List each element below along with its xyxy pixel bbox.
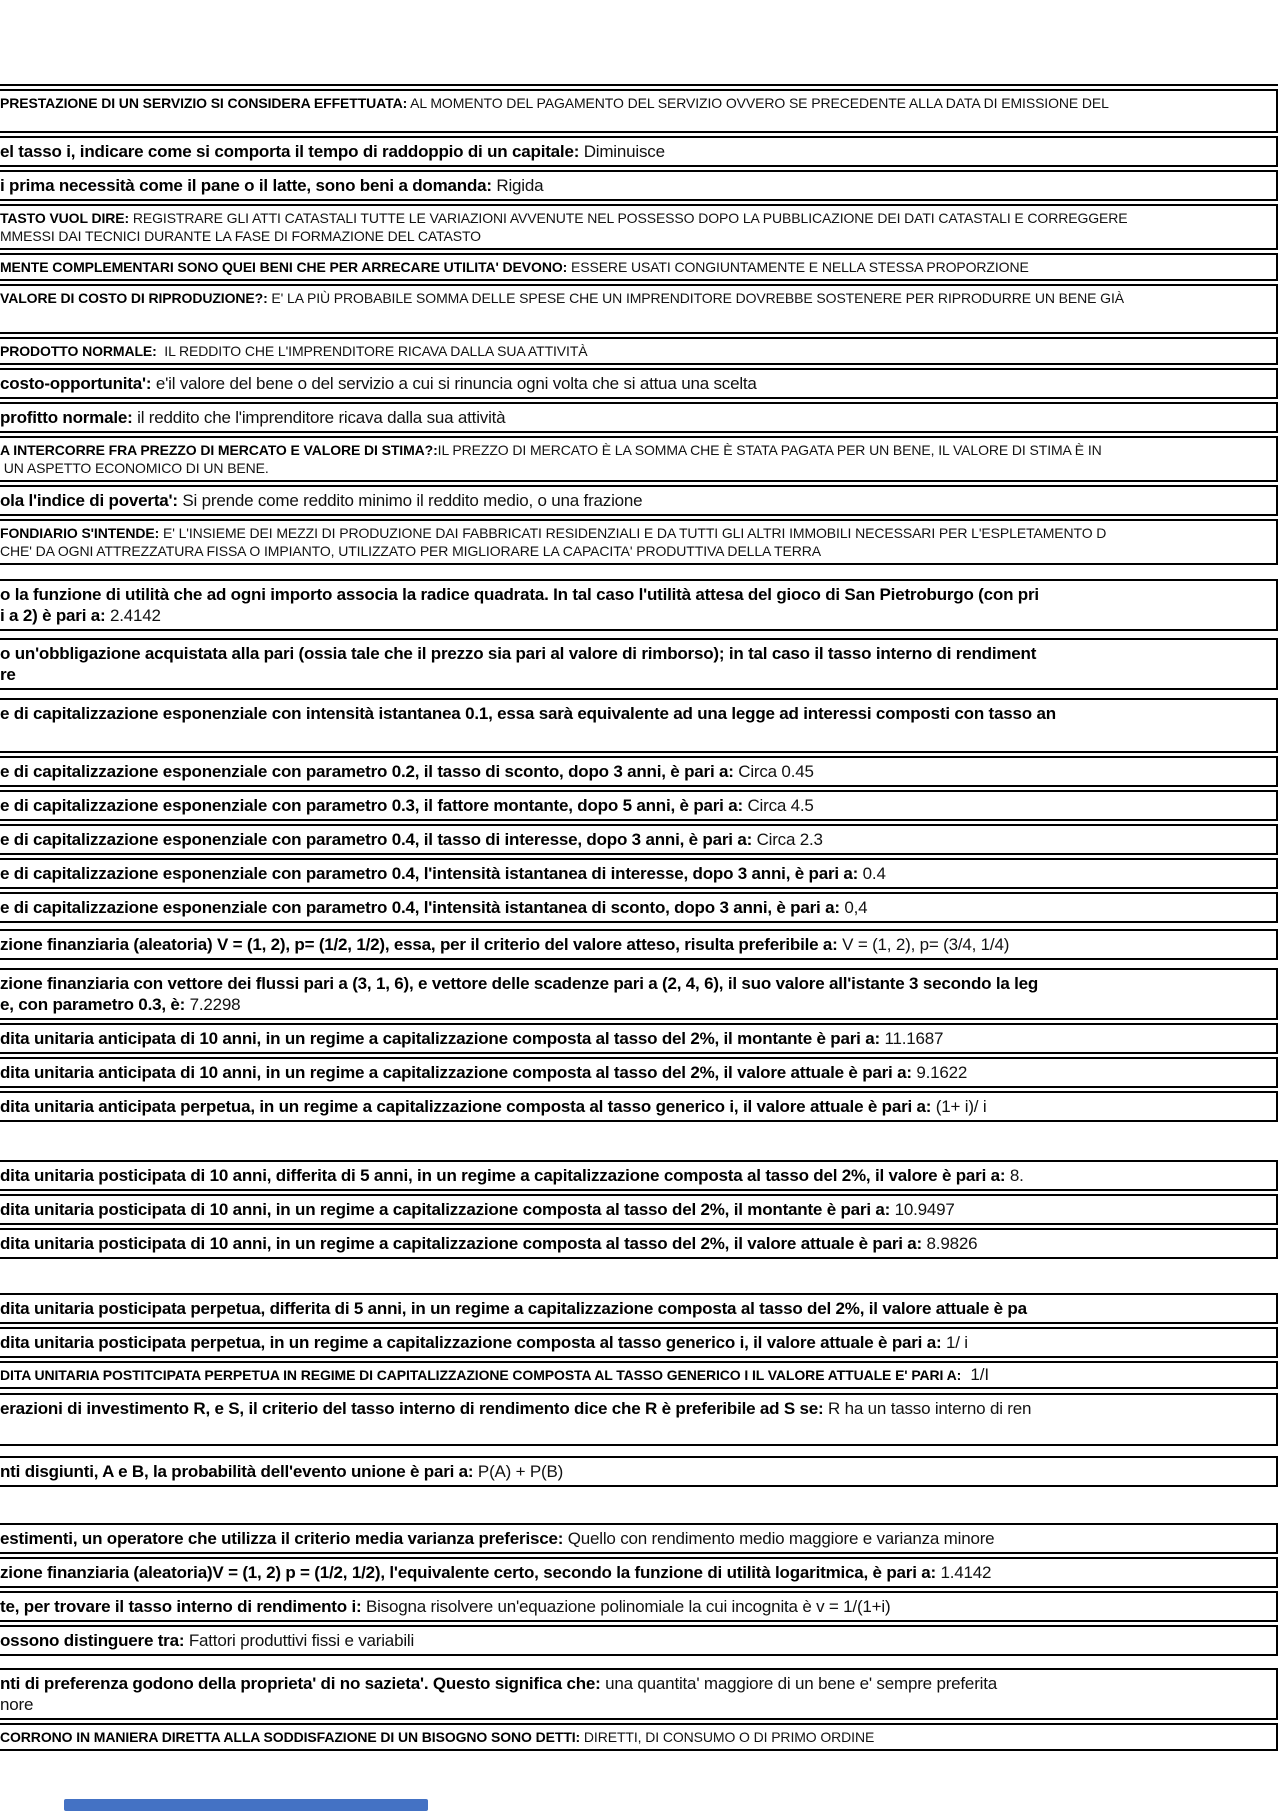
question-text: dita unitaria anticipata perpetua, in un regime a capitalizzazione composta al tasso generico i, il valore attuale è pari a: bbox=[0, 1097, 932, 1116]
question-text: dita unitaria posticipata di 10 anni, in un regime a capitalizzazione composta al tasso del 2%, il valore attuale è pari a: bbox=[0, 1234, 923, 1253]
question-text: estimenti, un operatore che utilizza il criterio media varianza preferisce: bbox=[0, 1529, 564, 1548]
qa-line bbox=[0, 1199, 1272, 1220]
answer-text: Rigida bbox=[491, 176, 544, 195]
answer-text: e'il valore del bene o del servizio a cui si rinuncia ogni volta che si attua una scelta bbox=[151, 374, 757, 393]
question-text: dita unitaria posticipata perpetua, in un regime a capitalizzazione composta al tasso generico i, il valore attuale è pari a: bbox=[0, 1333, 942, 1352]
qa-row bbox=[0, 1160, 1278, 1191]
qa-line bbox=[0, 1165, 1272, 1186]
answer-text: MMESSI DAI TECNICI DURANTE LA FASE DI FORMAZIONE DEL CATASTO bbox=[0, 228, 481, 244]
qa-row bbox=[0, 698, 1278, 753]
answer-text: R ha un tasso interno di ren bbox=[823, 1399, 1032, 1418]
qa-row bbox=[0, 1393, 1278, 1446]
question-text: CORRONO IN MANIERA DIRETTA ALLA SODDISFAZIONE DI UN BISOGNO SONO DETTI: bbox=[0, 1729, 581, 1745]
qa-row bbox=[0, 89, 1278, 133]
question-text: e, con parametro 0.3, è: bbox=[0, 995, 186, 1014]
qa-line bbox=[0, 542, 1272, 560]
answer-text: il reddito che l'imprenditore ricava dalla sua attività bbox=[132, 408, 506, 427]
qa-line bbox=[0, 605, 1272, 626]
qa-row bbox=[0, 402, 1278, 433]
qa-line bbox=[0, 1028, 1272, 1049]
qa-line bbox=[0, 1398, 1272, 1419]
qa-line bbox=[0, 973, 1272, 994]
qa-line bbox=[0, 1694, 1272, 1715]
qa-line bbox=[0, 1728, 1272, 1746]
qa-line bbox=[0, 227, 1272, 245]
qa-row bbox=[0, 1668, 1278, 1720]
question-text: TASTO VUOL DIRE: bbox=[0, 210, 130, 226]
qa-row bbox=[0, 1293, 1278, 1324]
qa-line bbox=[0, 934, 1272, 955]
qa-row bbox=[0, 824, 1278, 855]
qa-row bbox=[0, 1023, 1278, 1054]
answer-text: Si prende come reddito minimo il reddito medio, o una frazione bbox=[177, 491, 643, 510]
qa-line bbox=[0, 1673, 1272, 1694]
qa-row bbox=[0, 368, 1278, 399]
question-text: profitto normale: bbox=[0, 408, 133, 427]
answer-text: 11.1687 bbox=[879, 1029, 944, 1048]
answer-text: UN ASPETTO ECONOMICO DI UN BENE. bbox=[0, 460, 269, 476]
qa-row bbox=[0, 1591, 1278, 1622]
qa-row bbox=[0, 170, 1278, 201]
qa-line bbox=[0, 209, 1272, 227]
question-text: dita unitaria posticipata di 10 anni, differita di 5 anni, in un regime a capitalizzazione composta al tasso del 2%, il valore è pari a: bbox=[0, 1166, 1006, 1185]
qa-row bbox=[0, 253, 1278, 281]
question-text: zione finanziaria (aleatoria) V = (1, 2), p= (1/2, 1/2), essa, per il criterio del valore atteso, risulta preferibile a: bbox=[0, 935, 838, 954]
qa-line bbox=[0, 1461, 1272, 1482]
question-text: ola l'indice di poverta': bbox=[0, 491, 178, 510]
qa-rows bbox=[0, 89, 1280, 1751]
qa-line bbox=[0, 1233, 1272, 1254]
horizontal-scrollbar-thumb[interactable] bbox=[64, 1799, 428, 1811]
question-text: te, per trovare il tasso interno di rendimento i: bbox=[0, 1597, 362, 1616]
answer-text: ESSERE USATI CONGIUNTAMENTE E NELLA STESSA PROPORZIONE bbox=[567, 259, 1029, 275]
qa-line bbox=[0, 584, 1272, 605]
answer-text: 1/ i bbox=[941, 1333, 968, 1352]
qa-line bbox=[0, 994, 1272, 1015]
question-text: e di capitalizzazione esponenziale con parametro 0.3, il fattore montante, dopo 5 anni, è pari a: bbox=[0, 796, 743, 815]
question-text: i prima necessità come il pane o il latte, sono beni a domanda: bbox=[0, 176, 492, 195]
question-text: i a 2) è pari a: bbox=[0, 606, 106, 625]
qa-row bbox=[0, 1194, 1278, 1225]
answer-text: Bisogna risolvere un'equazione polinomiale la cui incognita è v = 1/(1+i) bbox=[361, 1597, 891, 1616]
answer-text: 0.4 bbox=[858, 864, 886, 883]
question-text: o la funzione di utilità che ad ogni importo associa la radice quadrata. In tal caso l'utilità attesa del gioco di San Pietroburgo (con pri bbox=[0, 585, 1039, 604]
qa-row bbox=[0, 1091, 1278, 1122]
qa-line bbox=[0, 258, 1272, 276]
qa-line bbox=[0, 761, 1272, 782]
qa-row bbox=[0, 1327, 1278, 1358]
qa-line bbox=[0, 1332, 1272, 1353]
qa-line bbox=[0, 459, 1272, 477]
qa-line bbox=[0, 829, 1272, 850]
answer-text: AL MOMENTO DEL PAGAMENTO DEL SERVIZIO OVVERO SE PRECEDENTE ALLA DATA DI EMISSIONE DEL bbox=[407, 95, 1109, 111]
question-text: DITA UNITARIA POSTITCIPATA PERPETUA IN REGIME DI CAPITALIZZAZIONE COMPOSTA AL TASSO GENERICO I IL VALORE ATTUALE E' PARI A: bbox=[0, 1367, 962, 1383]
question-text: zione finanziaria (aleatoria)V = (1, 2) p = (1/2, 1/2), l'equivalente certo, secondo la funzione di utilità logaritmica, è pari a: bbox=[0, 1563, 936, 1582]
qa-row bbox=[0, 1057, 1278, 1088]
answer-text: CHE' DA OGNI ATTREZZATURA FISSA O IMPIANTO, UTILIZZATO PER MIGLIORARE LA CAPACITA' PRODUTTIVA DELLA TERRA bbox=[0, 543, 822, 559]
qa-row bbox=[0, 485, 1278, 516]
question-text: nti disgiunti, A e B, la probabilità dell'evento unione è pari a: bbox=[0, 1462, 474, 1481]
qa-row bbox=[0, 337, 1278, 365]
qa-line bbox=[0, 1366, 1272, 1384]
qa-row bbox=[0, 638, 1278, 690]
qa-line bbox=[0, 643, 1272, 664]
qa-row bbox=[0, 1456, 1278, 1487]
question-text: o un'obbligazione acquistata alla pari (ossia tale che il prezzo sia pari al valore di rimborso); in tal caso il tasso interno di rendiment bbox=[0, 644, 1037, 663]
qa-row bbox=[0, 929, 1278, 960]
question-text: re bbox=[0, 665, 16, 684]
qa-line bbox=[0, 1630, 1272, 1651]
question-text: e di capitalizzazione esponenziale con parametro 0.4, l'intensità istantanea di interesse, dopo 3 anni, è pari a: bbox=[0, 864, 859, 883]
answer-text: DIRETTI, DI CONSUMO O DI PRIMO ORDINE bbox=[580, 1729, 875, 1745]
qa-line bbox=[0, 1096, 1272, 1117]
qa-row bbox=[0, 968, 1278, 1020]
qa-row bbox=[0, 519, 1278, 565]
qa-line bbox=[0, 342, 1272, 360]
answer-text: Quello con rendimento medio maggiore e varianza minore bbox=[563, 1529, 995, 1548]
answer-text: 1/I bbox=[961, 1366, 990, 1384]
qa-line bbox=[0, 1596, 1272, 1617]
answer-text: E' LA PIÙ PROBABILE SOMMA DELLE SPESE CHE UN IMPRENDITORE DOVREBBE SOSTENERE PER RIPRODURRE UN BENE GIÀ bbox=[267, 290, 1124, 306]
qa-row bbox=[0, 1723, 1278, 1751]
answer-text: E' L'INSIEME DEI MEZZI DI PRODUZIONE DAI FABBRICATI RESIDENZIALI E DA TUTTI GLI ALTRI IMMOBILI NECESSARI PER L'ESPLETAMENTO D bbox=[159, 525, 1107, 541]
question-text: PRESTAZIONE DI UN SERVIZIO SI CONSIDERA EFFETTUATA: bbox=[0, 95, 408, 111]
question-text: dita unitaria posticipata perpetua, differita di 5 anni, in un regime a capitalizzazione composta al tasso del 2%, il valore attuale è pa bbox=[0, 1299, 1027, 1318]
qa-line bbox=[0, 1298, 1272, 1319]
question-text: zione finanziaria con vettore dei flussi pari a (3, 1, 6), e vettore delle scadenze pari a (2, 4, 6), il suo valore all'istante 3 secondo la leg bbox=[0, 974, 1039, 993]
qa-line bbox=[0, 141, 1272, 162]
qa-row bbox=[0, 1557, 1278, 1588]
qa-line bbox=[0, 1562, 1272, 1583]
answer-text: Fattori produttivi fissi e variabili bbox=[184, 1631, 415, 1650]
answer-text: 10.9497 bbox=[890, 1200, 955, 1219]
answer-text: una quantita' maggiore di un bene e' sempre preferita bbox=[600, 1674, 998, 1693]
question-text: e di capitalizzazione esponenziale con parametro 0.2, il tasso di sconto, dopo 3 anni, è pari a: bbox=[0, 762, 734, 781]
answer-text: IL REDDITO CHE L'IMPRENDITORE RICAVA DALLA SUA ATTIVITÀ bbox=[156, 343, 588, 359]
answer-text: (1+ i)/ i bbox=[931, 1097, 987, 1116]
qa-row bbox=[0, 1361, 1278, 1389]
qa-row bbox=[0, 204, 1278, 250]
question-text: erazioni di investimento R, e S, il criterio del tasso interno di rendimento dice che R è preferibile ad S se: bbox=[0, 1399, 824, 1418]
question-text: e di capitalizzazione esponenziale con intensità istantanea 0.1, essa sarà equivalente ad una legge ad interessi composti con tasso an bbox=[0, 704, 1056, 723]
answer-text: 0,4 bbox=[839, 898, 868, 917]
qa-row bbox=[0, 790, 1278, 821]
answer-text: Circa 0.45 bbox=[733, 762, 814, 781]
qa-line bbox=[0, 703, 1272, 724]
answer-text: 1.4142 bbox=[935, 1563, 992, 1582]
qa-row bbox=[0, 579, 1278, 631]
question-text: dita unitaria posticipata di 10 anni, in un regime a capitalizzazione composta al tasso del 2%, il montante è pari a: bbox=[0, 1200, 891, 1219]
qa-line bbox=[0, 407, 1272, 428]
answer-text: Diminuisce bbox=[579, 142, 665, 161]
qa-line bbox=[0, 795, 1272, 816]
question-text: costo-opportunita': bbox=[0, 374, 152, 393]
cut-off-row-border bbox=[0, 0, 1278, 86]
question-text: e di capitalizzazione esponenziale con parametro 0.4, l'intensità istantanea di sconto, dopo 3 anni, è pari a: bbox=[0, 898, 840, 917]
qa-row bbox=[0, 136, 1278, 167]
qa-row bbox=[0, 436, 1278, 482]
qa-line bbox=[0, 1528, 1272, 1549]
qa-line bbox=[0, 897, 1272, 918]
qa-line bbox=[0, 1062, 1272, 1083]
qa-row bbox=[0, 756, 1278, 787]
question-text: VALORE DI COSTO DI RIPRODUZIONE?: bbox=[0, 290, 268, 306]
qa-line bbox=[0, 373, 1272, 394]
answer-text: Circa 4.5 bbox=[742, 796, 814, 815]
question-text: PRODOTTO NORMALE: bbox=[0, 343, 157, 359]
answer-text: Circa 2.3 bbox=[752, 830, 823, 849]
qa-row bbox=[0, 858, 1278, 889]
question-text: dita unitaria anticipata di 10 anni, in un regime a capitalizzazione composta al tasso del 2%, il montante è pari a: bbox=[0, 1029, 880, 1048]
question-text: MENTE COMPLEMENTARI SONO QUEI BENI CHE PER ARRECARE UTILITA' DEVONO: bbox=[0, 259, 568, 275]
answer-text: nore bbox=[0, 1695, 34, 1714]
answer-text: IL PREZZO DI MERCATO È LA SOMMA CHE È STATA PAGATA PER UN BENE, IL VALORE DI STIMA È IN bbox=[437, 442, 1102, 458]
qa-row bbox=[0, 284, 1278, 334]
question-text: el tasso i, indicare come si comporta il tempo di raddoppio di un capitale: bbox=[0, 142, 580, 161]
qa-line bbox=[0, 441, 1272, 459]
answer-text: 8. bbox=[1005, 1166, 1024, 1185]
answer-text: 9.1622 bbox=[911, 1063, 968, 1082]
qa-row bbox=[0, 1228, 1278, 1259]
question-text: e di capitalizzazione esponenziale con parametro 0.4, il tasso di interesse, dopo 3 anni, è pari a: bbox=[0, 830, 753, 849]
qa-line bbox=[0, 289, 1272, 307]
question-text: FONDIARIO S'INTENDE: bbox=[0, 525, 160, 541]
qa-line bbox=[0, 524, 1272, 542]
answer-text: V = (1, 2), p= (3/4, 1/4) bbox=[837, 935, 1010, 954]
qa-row bbox=[0, 892, 1278, 923]
answer-text: P(A) + P(B) bbox=[473, 1462, 564, 1481]
qa-line bbox=[0, 664, 1272, 685]
answer-text: 8.9826 bbox=[922, 1234, 978, 1253]
question-text: ossono distinguere tra: bbox=[0, 1631, 185, 1650]
question-text: nti di preferenza godono della proprieta' di no sazieta'. Questo significa che: bbox=[0, 1674, 601, 1693]
question-text: dita unitaria anticipata di 10 anni, in un regime a capitalizzazione composta al tasso del 2%, il valore attuale è pari a: bbox=[0, 1063, 912, 1082]
answer-text: 2.4142 bbox=[105, 606, 161, 625]
qa-line bbox=[0, 863, 1272, 884]
qa-line bbox=[0, 94, 1272, 112]
answer-text: REGISTRARE GLI ATTI CATASTALI TUTTE LE VARIAZIONI AVVENUTE NEL POSSESSO DOPO LA PUBBLICAZIONE DEI DATI CATASTALI E CORREGGERE bbox=[129, 210, 1128, 226]
question-text: A INTERCORRE FRA PREZZO DI MERCATO E VALORE DI STIMA?: bbox=[0, 442, 438, 458]
qa-line bbox=[0, 175, 1272, 196]
qa-row bbox=[0, 1523, 1278, 1554]
answer-text: 7.2298 bbox=[185, 995, 241, 1014]
qa-row bbox=[0, 1625, 1278, 1656]
qa-line bbox=[0, 490, 1272, 511]
